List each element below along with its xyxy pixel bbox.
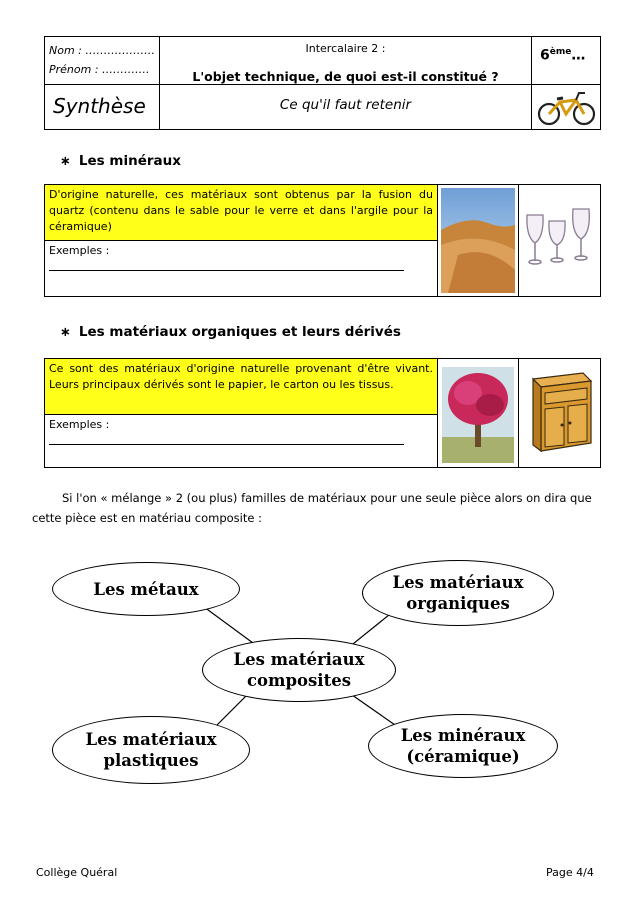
synthese-label: Synthèse (45, 85, 160, 130)
organiques-box (44, 358, 601, 468)
mineraux-examples-label: Exemples : (49, 244, 110, 257)
page-title: L'objet technique, de quoi est-il constitué ? (192, 69, 499, 84)
node-label: Les matériaux (85, 730, 217, 749)
node-label: Les matériaux (233, 650, 365, 669)
section-title-mineraux (60, 153, 181, 169)
ellipse-organiques (362, 560, 554, 626)
prenom-field: Prénom : …………. (49, 63, 150, 76)
wine-glasses-image (519, 185, 601, 296)
node-label: Les métaux (93, 579, 199, 599)
section-title-organiques (60, 324, 401, 340)
header-table (44, 36, 601, 130)
answer-line (49, 270, 404, 271)
node-label: Les matériaux (392, 573, 524, 592)
organiques-text-cell (45, 359, 438, 467)
mineraux-definition: D'origine naturelle, ces matériaux sont obtenus par la fusion du quartz (contenu dans le sable pour le verre et dans l'argile pour la céramique) (45, 185, 437, 241)
tree-image (438, 359, 519, 467)
mineraux-text-cell (45, 185, 438, 296)
name-fields (45, 37, 160, 85)
organiques-definition: Ce sont des matériaux d'origine naturelle provenant d'être vivant. Leurs principaux dérivés sont le papier, le carton ou les tissus. (45, 359, 437, 415)
ellipse-metaux (52, 562, 240, 616)
grade-cell (532, 37, 601, 85)
subtitle: Intercalaire 2 : (305, 42, 386, 55)
bicycle-image (532, 85, 601, 130)
composite-paragraph: Si l'on « mélange » 2 (ou plus) familles de matériaux pour une seule pièce alors on dira que cette pièce est en matériau composite : (32, 491, 592, 525)
retenir-label: Ce qu'il faut retenir (160, 85, 532, 130)
bullet-star-icon: ∗ (60, 154, 71, 169)
title-cell (160, 37, 532, 85)
node-label: organiques (406, 594, 510, 613)
footer-school: Collège Quéral (36, 866, 118, 879)
organiques-examples-label: Exemples : (49, 418, 110, 431)
node-label: composites (246, 671, 351, 690)
nom-field: Nom : ………………. (49, 44, 155, 57)
node-label: (céramique) (406, 747, 520, 766)
section-title-text: Les minéraux (78, 153, 181, 169)
node-label: plastiques (103, 751, 199, 770)
grade-suffix: … (571, 47, 586, 64)
ellipse-plastiques (52, 716, 250, 784)
node-label: Les minéraux (400, 726, 526, 745)
mineraux-box (44, 184, 601, 297)
grade-sup: ème (549, 47, 572, 57)
answer-line (49, 444, 404, 445)
grade: 6 (540, 47, 550, 64)
wooden-cabinet-image (519, 359, 601, 467)
sand-dune-image (438, 185, 519, 296)
footer-page-number: Page 4/4 (546, 866, 594, 879)
ellipse-mineraux (368, 714, 558, 778)
section-title-text: Les matériaux organiques et leurs dérivés (78, 324, 401, 340)
bullet-star-icon: ∗ (60, 325, 71, 340)
ellipse-composites (202, 638, 396, 702)
